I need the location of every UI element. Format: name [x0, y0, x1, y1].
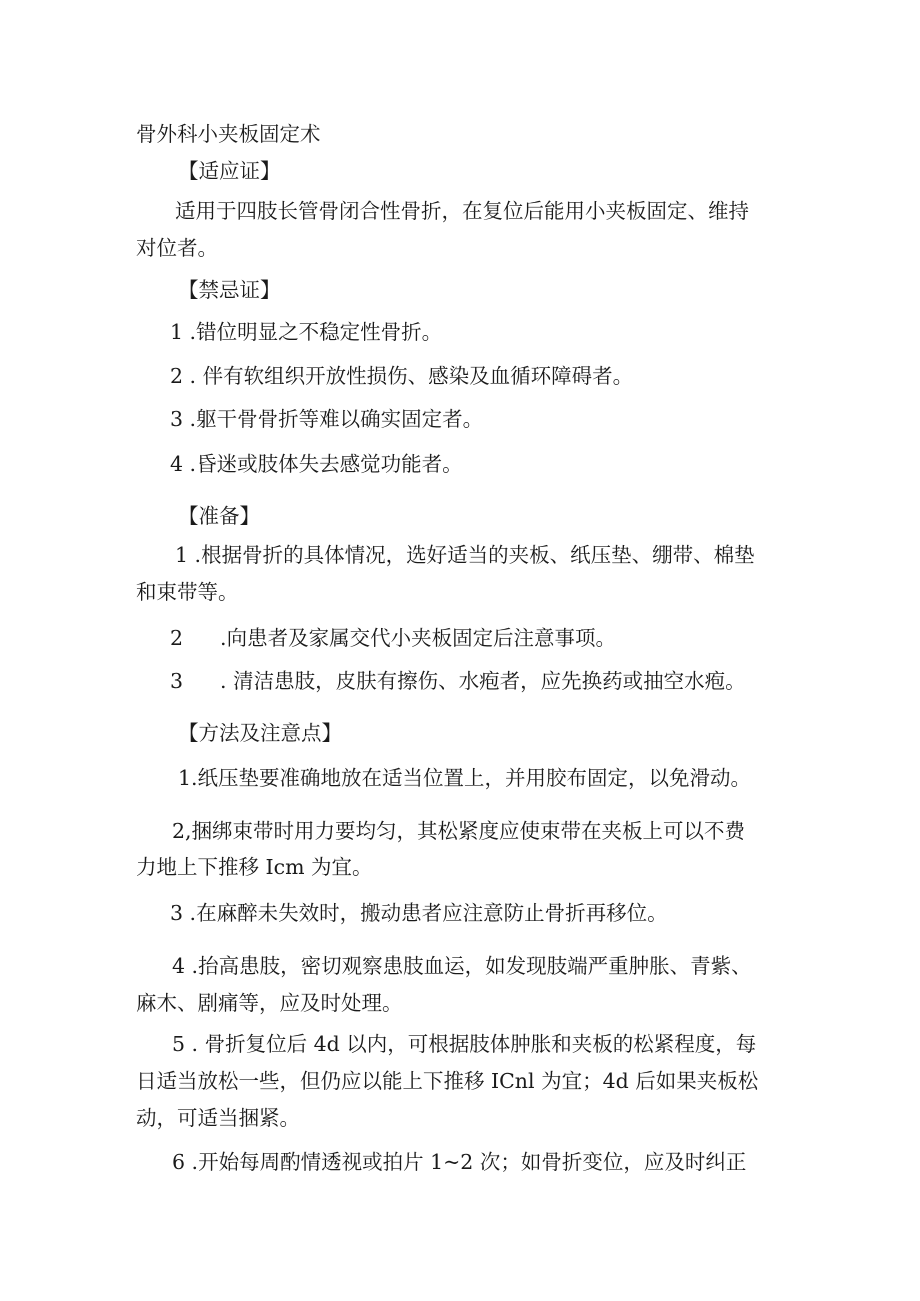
contraindications-heading: 【禁忌证】: [178, 278, 281, 302]
contraindication-item-2: 2 . 伴有软组织开放性损伤、感染及血循环障碍者。: [170, 364, 634, 388]
preparation-heading: 【准备】: [178, 504, 260, 528]
method-item-5-line-3: 动，可适当捆紧。: [136, 1106, 300, 1130]
contraindication-item-4: 4 .昏迷或肢体失去感觉功能者。: [170, 452, 463, 476]
method-item-5-line-2: 日适当放松一些，但仍应以能上下推移 ICnl 为宜；4d 后如果夹板松: [136, 1069, 759, 1093]
preparation-item-1-line-2: 和束带等。: [136, 580, 239, 604]
preparation-item-1-line-1: 1 .根据骨折的具体情况，选好适当的夹板、纸压垫、绷带、棉垫: [175, 543, 755, 567]
preparation-item-3-number: 3: [170, 669, 184, 693]
method-item-4-line-1: 4 .抬高患肢，密切观察患肢血运，如发现肢端严重肿胀、青紫、: [172, 954, 752, 978]
preparation-item-2: [170, 624, 616, 652]
indications-heading: 【适应证】: [178, 159, 281, 183]
method-heading: 【方法及注意点】: [178, 721, 342, 745]
contraindication-item-3: 3 .躯干骨骨折等难以确实固定者。: [170, 407, 484, 431]
preparation-item-3-text: . 清洁患肢，皮肤有擦伤、水疱者，应先换药或抽空水疱。: [220, 669, 746, 693]
preparation-item-3: [170, 667, 746, 695]
method-item-5-line-1: 5 . 骨折复位后 4d 以内，可根据肢体肿胀和夹板的松紧程度，每: [172, 1032, 757, 1056]
contraindication-item-1: 1 .错位明显之不稳定性骨折。: [170, 320, 443, 344]
preparation-item-2-text: .向患者及家属交代小夹板固定后注意事项。: [220, 626, 617, 650]
preparation-item-2-number: 2: [170, 626, 184, 650]
method-item-2-line-2: 力地上下推移 Icm 为宜。: [136, 855, 373, 879]
method-item-3: 3 .在麻醉未失效时，搬动患者应注意防止骨折再移位。: [170, 901, 668, 925]
document-title: 骨外科小夹板固定术: [136, 122, 321, 146]
method-item-4-line-2: 麻木、剧痛等，应及时处理。: [136, 991, 403, 1015]
method-item-6: 6 .开始每周酌情透视或拍片 1~2 次；如骨折变位，应及时纠正: [172, 1150, 747, 1174]
indications-line-2: 对位者。: [136, 236, 218, 260]
method-item-1: 1.纸压垫要准确地放在适当位置上，并用胶布固定，以免滑动。: [178, 766, 752, 790]
method-item-2-line-1: 2,捆绑束带时用力要均匀，其松紧度应使束带在夹板上可以不费: [172, 819, 746, 843]
indications-line-1: 适用于四肢长管骨闭合性骨折，在复位后能用小夹板固定、维持: [175, 199, 749, 223]
